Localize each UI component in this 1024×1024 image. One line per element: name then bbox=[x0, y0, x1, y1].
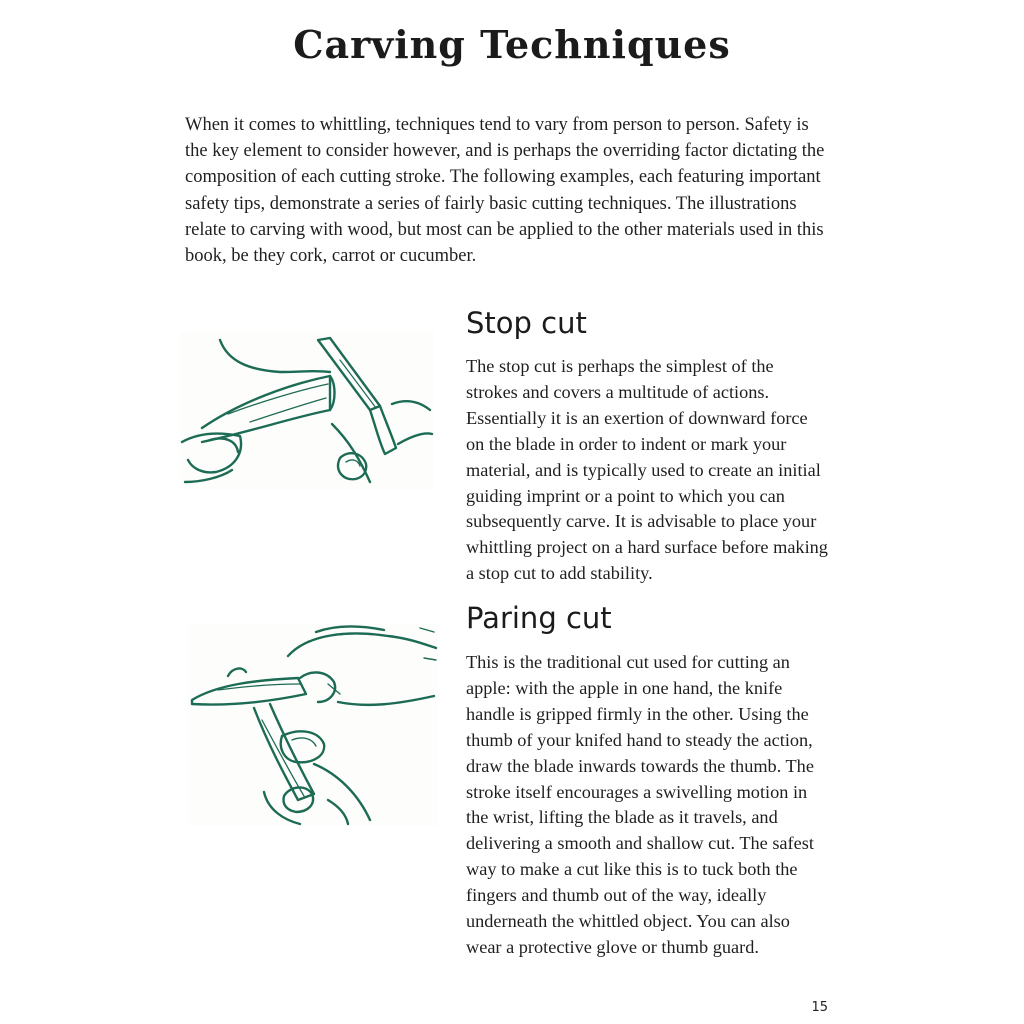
intro-paragraph: When it comes to whittling, techniques tend to vary from person to person. Safety is the key element to consider however, and is perhaps the overriding factor dictating the composition of each cutting stroke. The following examples, each featuring important safety tips, demonstrate a series of fairly basic cutting techniques. The illustrations relate to carving with wood, but most can be applied to the other materials used in this book, be they cork, carrot or cucumber. bbox=[185, 115, 825, 267]
paring-cut-text: This is the traditional cut used for cutting an apple: with the apple in one hand, the knife handle is gripped firmly in the other. Using the thumb of your knifed hand to steady the action, draw the blade inwards towards the thumb. The stroke itself encourages a swivelling motion in the wrist, lifting the blade as it travels, and delivering a smooth and shallow cut. The safest way to make a cut like this is to tuck both the fingers and thumb out of the way, ideally underneath the whittled object. You can also wear a protective glove or thumb guard. bbox=[466, 652, 814, 957]
page-number: 15 bbox=[811, 1000, 828, 1015]
page-title: Carving Techniques bbox=[293, 22, 731, 67]
stop-cut-text: The stop cut is perhaps the simplest of the strokes and covers a multitude of actions. Essentially it is an exertion of downward force on the blade in order to indent or mark your material, and is typically used to create an initial guiding imprint or a point to which you can subsequently carve. It is advisable to place your whittling project on a hard surface before making a stop cut to add stability. bbox=[466, 356, 828, 584]
stop-cut-illustration bbox=[180, 332, 434, 490]
paring-cut-heading: Paring cut bbox=[466, 601, 612, 635]
stop-cut-heading: Stop cut bbox=[466, 306, 587, 340]
paring-cut-illustration bbox=[188, 624, 438, 826]
